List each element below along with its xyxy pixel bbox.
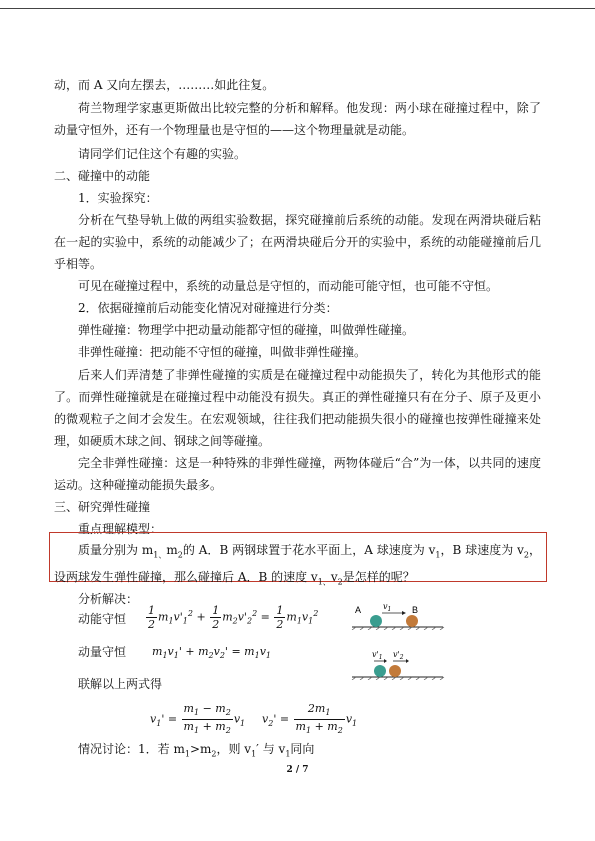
eq-v1-prime: $v_1'$ = $\frac{m_1 - m_2}{m_1 + m_2}$ $v_1$ <box>150 702 246 736</box>
analysis-heading: 分析解决： <box>78 592 139 606</box>
eq-kinetic-energy: $\frac{1}{2}$ $m_1v'_1^2$ + $\frac{1}{2}$ $m_2v'_2^2$ = $\frac{1}{2}$ $m_1v_1^2$ <box>148 604 319 631</box>
page-number: 2 / 7 <box>286 765 309 775</box>
label-a: A <box>355 605 362 615</box>
def-perfectly-inelastic: 完全非弹性碰撞：这是一种特殊的非弹性碰撞，两物体碰后“合”为一体，以共同的速度运动。这种碰撞动能损失最多。 <box>54 456 541 492</box>
diagram-after-collision <box>350 650 445 680</box>
para-experiment: 分析在气垫导轨上做的两组实验数据，探究碰撞前后系统的动能。发现在两滑块碰后粘在一起的实验中，系统的动能减少了；在两滑块碰后分开的实验中，系统的动能碰撞前后几乎相等。 <box>54 213 541 271</box>
problem-text: 质量分别为 $m_{1、}m_2$的 A．B 两钢球置于花水平面上，A 球速度为 $v_1$，B 球速度为 $v_2$，设两球发生弹性碰撞，那么碰撞后 A．B 的速度 $v_{1、}v_2$是怎样的呢？ <box>54 543 541 587</box>
header-rule <box>0 8 595 9</box>
label-momentum: 动量守恒 <box>78 645 127 659</box>
para-conclusion: 可见在碰撞过程中，系统的动量总是守恒的，而动能可能守恒，也可能不守恒。 <box>78 279 499 293</box>
label-v1-prime: $v'_1$ <box>372 650 383 661</box>
label-v2-prime: $v'_2$ <box>393 650 404 661</box>
eq-momentum: $m_1v_1' + m_2v_2' = m_1v_1$ <box>152 645 271 661</box>
subheading-2: 2．依据碰撞前后动能变化情况对碰撞进行分类： <box>78 301 338 315</box>
section-3-heading: 三、研究弹性碰撞 <box>54 500 151 514</box>
para-essence: 后来人们弄清楚了非弹性碰撞的实质是在碰撞过程中动能损失了，转化为其他形式的能了。而弹性碰撞就是在碰撞过程中动能没有损失。真正的弹性碰撞只有在分子、原子及更小的微观粒子之间才会发生。在宏观领域，往往我们把动能损失很小的碰撞也按弹性碰撞来处理，如硬质木球之间、钢球之间等碰撞。 <box>54 368 541 448</box>
case-discussion: 情况讨论：1．若 $m_1>m_2$，则 $v_1'$ 与 $v_1$同向 <box>78 742 315 759</box>
subheading-1: 1．实验探究： <box>78 191 158 205</box>
para-2: 请同学们记住这个有趣的实验。 <box>78 147 247 161</box>
label-b: B <box>412 605 419 615</box>
ball-a <box>370 615 382 627</box>
label-ke: 动能守恒 <box>78 612 127 626</box>
solve-heading: 联解以上两式得 <box>78 677 163 691</box>
ball-a-after <box>374 665 386 677</box>
para-1: 荷兰物理学家惠更斯做出比较完整的分析和解释。他发现：两小球在碰撞过程中，除了动量守恒外，还有一个物理量也是守恒的——这个物理量就是动能。 <box>54 101 541 137</box>
def-inelastic: 非弹性碰撞：把动能不守恒的碰撞，叫做非弹性碰撞。 <box>78 345 367 359</box>
model-heading: 重点理解模型： <box>78 522 163 536</box>
para-0: 动，而 A 又向左摆去，………如此往复。 <box>54 78 275 92</box>
def-elastic: 弹性碰撞：物理学中把动量动能都守恒的碰撞，叫做弹性碰撞。 <box>78 323 415 337</box>
diagram-before-collision <box>350 600 445 630</box>
eq-v2-prime: $v_2'$ = $\frac{2m_1}{m_1 + m_2}$ $v_1$ <box>262 702 358 736</box>
ball-b <box>406 615 418 627</box>
label-v1: $v_1$ <box>383 602 392 613</box>
section-2-heading: 二、碰撞中的动能 <box>54 169 151 183</box>
ball-b-after <box>389 665 401 677</box>
